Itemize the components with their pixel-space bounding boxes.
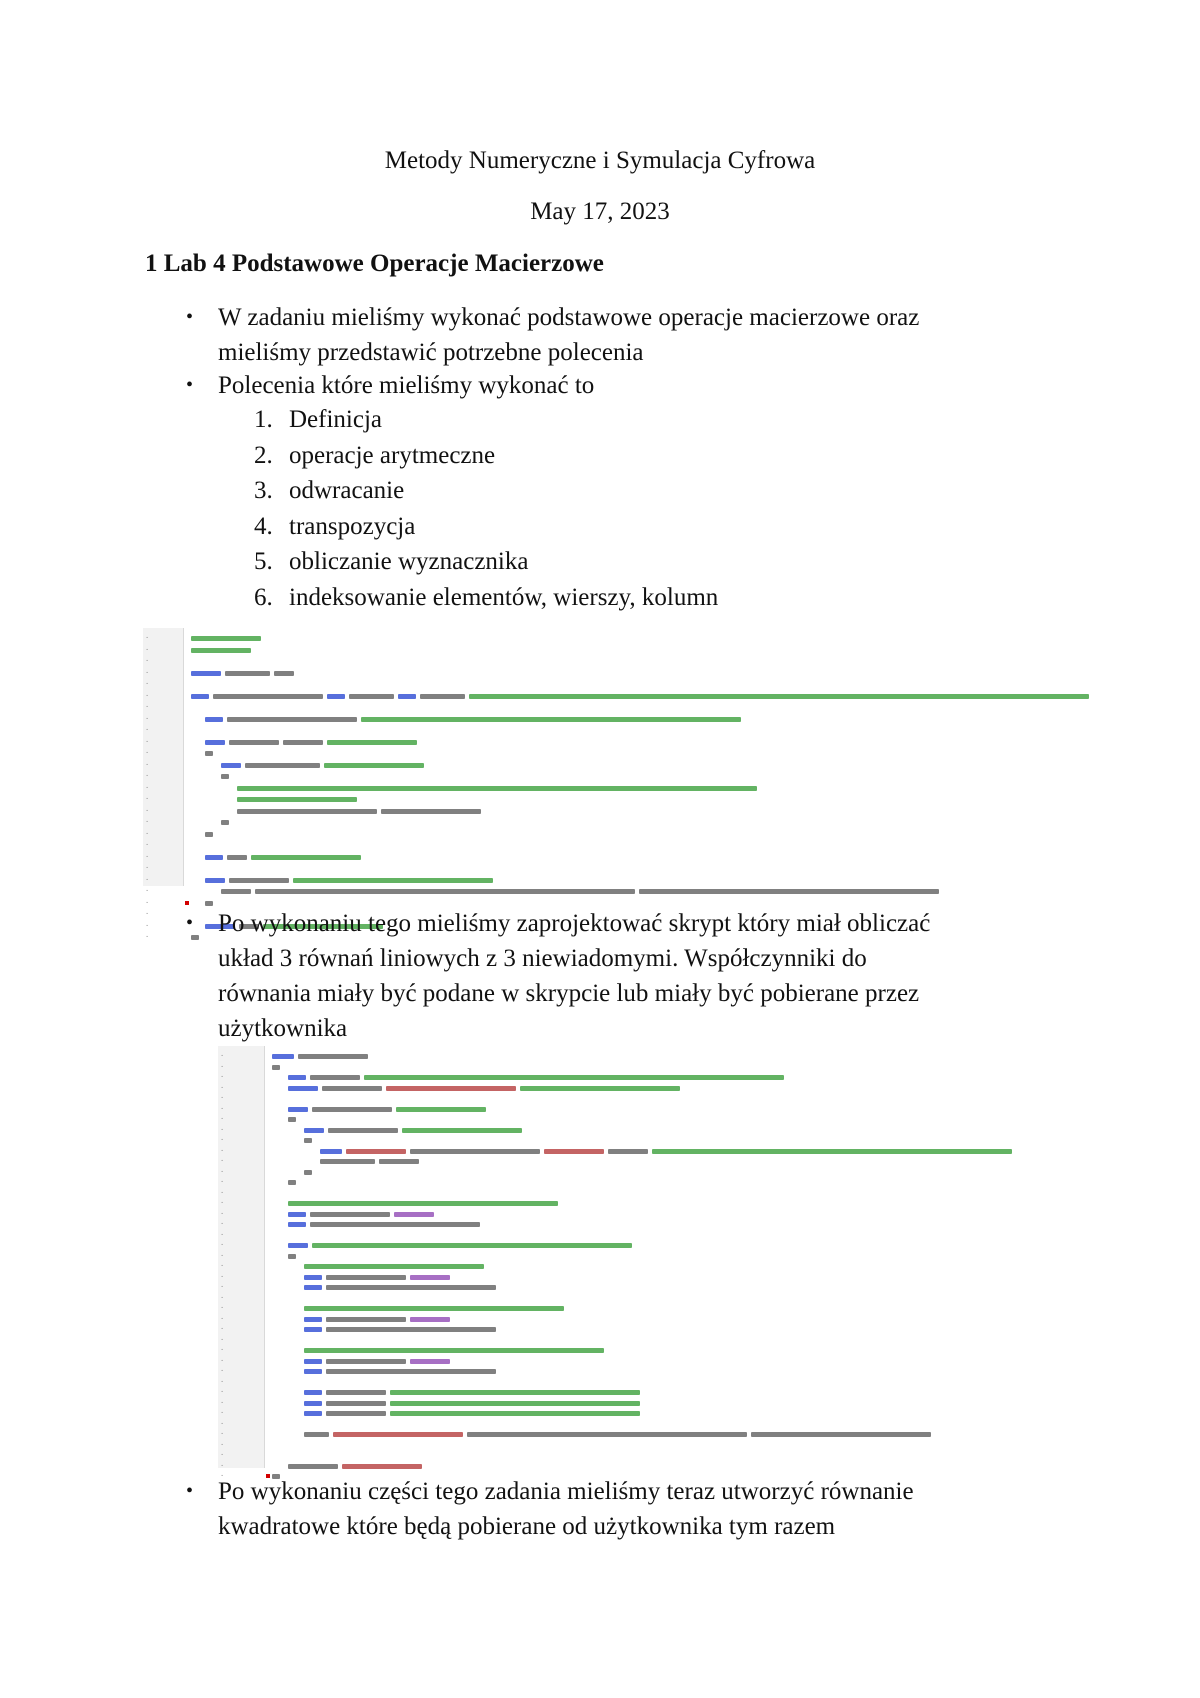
line-number: · — [145, 772, 150, 780]
line-number: · — [220, 1209, 225, 1218]
code-token — [272, 1054, 294, 1059]
code-token — [342, 1464, 422, 1469]
code-token — [652, 1149, 1012, 1154]
line-number: · — [220, 1377, 225, 1386]
bullet-icon: • — [186, 1480, 194, 1502]
code-token — [304, 1401, 322, 1406]
code-token — [349, 694, 394, 699]
line-number: · — [220, 1146, 225, 1155]
code-token — [227, 717, 357, 722]
commands-list — [254, 402, 718, 615]
line-number: · — [145, 933, 150, 941]
line-number: · — [145, 795, 150, 803]
line-number: · — [145, 829, 150, 838]
code-token — [245, 763, 320, 768]
code-token — [608, 1149, 648, 1154]
code-token — [304, 1369, 322, 1374]
list-item: 4. transpozycja — [254, 512, 416, 540]
code-token — [213, 694, 323, 699]
line-number: · — [220, 1157, 225, 1165]
code-token — [304, 1327, 322, 1332]
line-number: · — [145, 852, 150, 861]
code-token — [229, 878, 289, 883]
line-number: · — [145, 634, 150, 642]
code-token — [221, 889, 251, 894]
line-number: · — [145, 714, 150, 723]
line-number: · — [145, 841, 150, 849]
bullet-text-line: W zadaniu mieliśmy wykonać podstawowe operacje macierzowe oraz — [218, 304, 920, 331]
code-token — [410, 1149, 540, 1154]
document-date: May 17, 2023 — [530, 198, 670, 225]
line-number: · — [145, 726, 150, 734]
code-token — [326, 1390, 386, 1395]
line-number: · — [220, 1356, 225, 1365]
code-token — [288, 1201, 558, 1206]
document-title: Metody Numeryczne i Symulacja Cyfrowa — [384, 147, 816, 174]
code-token — [221, 763, 241, 768]
code-token — [327, 740, 417, 745]
code-token — [304, 1170, 312, 1175]
line-number: · — [220, 1125, 225, 1134]
line-number: · — [220, 1083, 225, 1092]
line-number: · — [220, 1430, 225, 1438]
code-token — [324, 763, 424, 768]
code-token — [312, 1107, 392, 1112]
line-number: · — [220, 1115, 225, 1123]
code-token — [390, 1390, 640, 1395]
code-token — [251, 855, 361, 860]
code-token — [361, 717, 741, 722]
code-token — [293, 878, 493, 883]
code-token — [205, 717, 223, 722]
code-token — [288, 1222, 306, 1227]
code-token — [288, 1117, 296, 1122]
code-token — [396, 1107, 486, 1112]
line-number: · — [220, 1062, 225, 1071]
code-token — [221, 820, 229, 825]
code-token — [410, 1359, 450, 1364]
code-token — [326, 1369, 496, 1374]
line-number: · — [220, 1272, 225, 1281]
line-number: · — [145, 691, 150, 700]
bullet-text-line: mieliśmy przedstawić potrzebne polecenia — [218, 339, 644, 366]
code-token — [390, 1411, 640, 1416]
code-token — [304, 1432, 329, 1437]
code-token — [237, 786, 757, 791]
code-token — [326, 1401, 386, 1406]
code-token — [304, 1285, 322, 1290]
bullet-text-line: kwadratowe które będą pobierane od użytkownika tym razem — [218, 1513, 836, 1540]
line-number: · — [145, 749, 150, 757]
line-number: · — [220, 1451, 225, 1459]
line-number: · — [145, 887, 150, 895]
list-item: 2. operacje arytmeczne — [254, 441, 496, 469]
line-number: · — [220, 1094, 225, 1102]
code-token — [288, 1254, 296, 1259]
code-token — [326, 1327, 496, 1332]
code-token — [205, 901, 213, 906]
line-number: · — [145, 875, 150, 884]
code-token — [288, 1086, 318, 1091]
line-number: · — [145, 921, 150, 930]
list-item: 3. odwracanie — [254, 477, 405, 504]
section-heading: 1 Lab 4 Podstawowe Operacje Macierzowe — [145, 250, 604, 277]
line-number: · — [220, 1419, 225, 1428]
line-number: · — [220, 1398, 225, 1407]
code-token — [381, 809, 481, 814]
code-token — [639, 889, 939, 894]
code-token — [310, 1212, 390, 1217]
line-number: · — [145, 910, 150, 918]
code-token — [304, 1317, 322, 1322]
code-token — [237, 797, 357, 802]
code-token — [310, 1075, 360, 1080]
code-token — [288, 1075, 306, 1080]
code-token — [274, 671, 294, 676]
bullet-icon: • — [186, 306, 194, 328]
line-number: · — [220, 1472, 225, 1480]
code-token — [386, 1086, 516, 1091]
code-token — [298, 1054, 368, 1059]
bullet-text-line: układ 3 równań liniowych z 3 niewiadomymi. Współczynniki do — [218, 945, 867, 972]
line-number: · — [220, 1304, 225, 1312]
line-number: · — [145, 783, 150, 792]
code-token — [320, 1149, 342, 1154]
code-token — [304, 1128, 324, 1133]
bullet-text-line: Po wykonaniu części tego zadania mieliśmy teraz utworzyć równanie — [218, 1478, 914, 1505]
code-token — [191, 648, 251, 653]
code-token — [326, 1359, 406, 1364]
line-number: · — [220, 1230, 225, 1239]
line-number: · — [220, 1241, 225, 1249]
code-token — [283, 740, 323, 745]
line-number: · — [220, 1314, 225, 1323]
line-number: · — [220, 1220, 225, 1228]
bullet-text-line: Polecenia które mieliśmy wykonać to — [218, 372, 595, 399]
bullet-text-line: Po wykonaniu tego mieliśmy zaprojektować skrypt który miał obliczać — [218, 910, 931, 937]
code-token — [394, 1212, 434, 1217]
code-token — [205, 878, 225, 883]
code-token — [288, 1107, 308, 1112]
code-token — [326, 1411, 386, 1416]
code-token — [237, 809, 377, 814]
line-number: · — [145, 680, 150, 688]
code-token — [304, 1306, 564, 1311]
line-number: · — [145, 806, 150, 815]
line-number: · — [220, 1178, 225, 1186]
line-number: · — [220, 1388, 225, 1396]
line-number: · — [220, 1167, 225, 1176]
code-token — [326, 1285, 496, 1290]
code-token — [191, 671, 221, 676]
code-token — [346, 1149, 406, 1154]
code-token — [410, 1317, 450, 1322]
code-token — [205, 832, 213, 837]
line-number: · — [220, 1346, 225, 1354]
code-token — [304, 1348, 604, 1353]
line-number-gutter — [218, 1046, 265, 1468]
code-token — [520, 1086, 680, 1091]
code-token — [390, 1401, 640, 1406]
code-token — [288, 1180, 296, 1185]
code-token — [225, 671, 270, 676]
line-number: · — [220, 1283, 225, 1291]
code-token — [398, 694, 416, 699]
code-token — [410, 1275, 450, 1280]
code-token — [328, 1128, 398, 1133]
line-number: · — [220, 1440, 225, 1449]
bullet-icon: • — [186, 912, 194, 934]
breakpoint-marker — [185, 901, 189, 905]
code-token — [304, 1264, 484, 1269]
code-token — [310, 1222, 480, 1227]
line-number: · — [220, 1461, 225, 1470]
code-token — [255, 889, 635, 894]
code-token — [304, 1138, 312, 1143]
line-number: · — [220, 1251, 225, 1260]
code-token — [221, 774, 229, 779]
code-token — [272, 1065, 280, 1070]
code-token — [205, 740, 225, 745]
line-number: · — [145, 668, 150, 677]
list-item: 1. Definicja — [254, 406, 383, 433]
code-token — [304, 1275, 322, 1280]
bullet-icon: • — [186, 374, 194, 396]
line-number: · — [220, 1335, 225, 1344]
line-number: · — [145, 737, 150, 746]
code-token — [191, 636, 261, 641]
line-number: · — [145, 864, 150, 872]
code-token — [469, 694, 1089, 699]
line-number: · — [220, 1293, 225, 1302]
code-token — [544, 1149, 604, 1154]
code-token — [322, 1086, 382, 1091]
code-screenshot-2 — [218, 1046, 1118, 1480]
code-token — [191, 694, 209, 699]
code-token — [402, 1128, 522, 1133]
list-item: 6. indeksowanie elementów, wierszy, kolumn — [254, 583, 719, 611]
list-item: 5. obliczanie wyznacznika — [254, 548, 529, 575]
line-number: · — [220, 1325, 225, 1333]
line-number: · — [220, 1409, 225, 1417]
code-token — [420, 694, 465, 699]
line-number: · — [220, 1104, 225, 1113]
code-token — [751, 1432, 931, 1437]
code-token — [467, 1432, 747, 1437]
line-number: · — [220, 1136, 225, 1144]
line-number: · — [145, 645, 150, 654]
line-number: · — [220, 1199, 225, 1207]
code-token — [379, 1159, 419, 1164]
code-token — [326, 1317, 406, 1322]
line-number: · — [220, 1052, 225, 1060]
code-token — [288, 1243, 308, 1248]
line-number: · — [145, 703, 150, 711]
code-token — [304, 1359, 322, 1364]
code-token — [304, 1390, 322, 1395]
line-number: · — [145, 657, 150, 665]
line-number: · — [220, 1188, 225, 1197]
code-token — [326, 1275, 406, 1280]
line-number: · — [220, 1073, 225, 1081]
code-token — [364, 1075, 784, 1080]
line-number: · — [220, 1367, 225, 1375]
code-token — [333, 1432, 463, 1437]
code-token — [320, 1159, 375, 1164]
code-token — [327, 694, 345, 699]
bullet-text-line: użytkownika — [218, 1015, 348, 1042]
code-token — [304, 1411, 322, 1416]
code-token — [227, 855, 247, 860]
line-number: · — [145, 760, 150, 769]
line-number: · — [145, 818, 150, 826]
code-token — [205, 855, 223, 860]
line-number: · — [220, 1262, 225, 1270]
code-token — [205, 751, 213, 756]
code-token — [312, 1243, 632, 1248]
bullet-text-line: równania miały być podane w skrypcie lub miały być pobierane przez — [218, 980, 920, 1007]
code-token — [288, 1212, 306, 1217]
line-number: · — [145, 898, 150, 907]
code-token — [288, 1464, 338, 1469]
code-token — [229, 740, 279, 745]
